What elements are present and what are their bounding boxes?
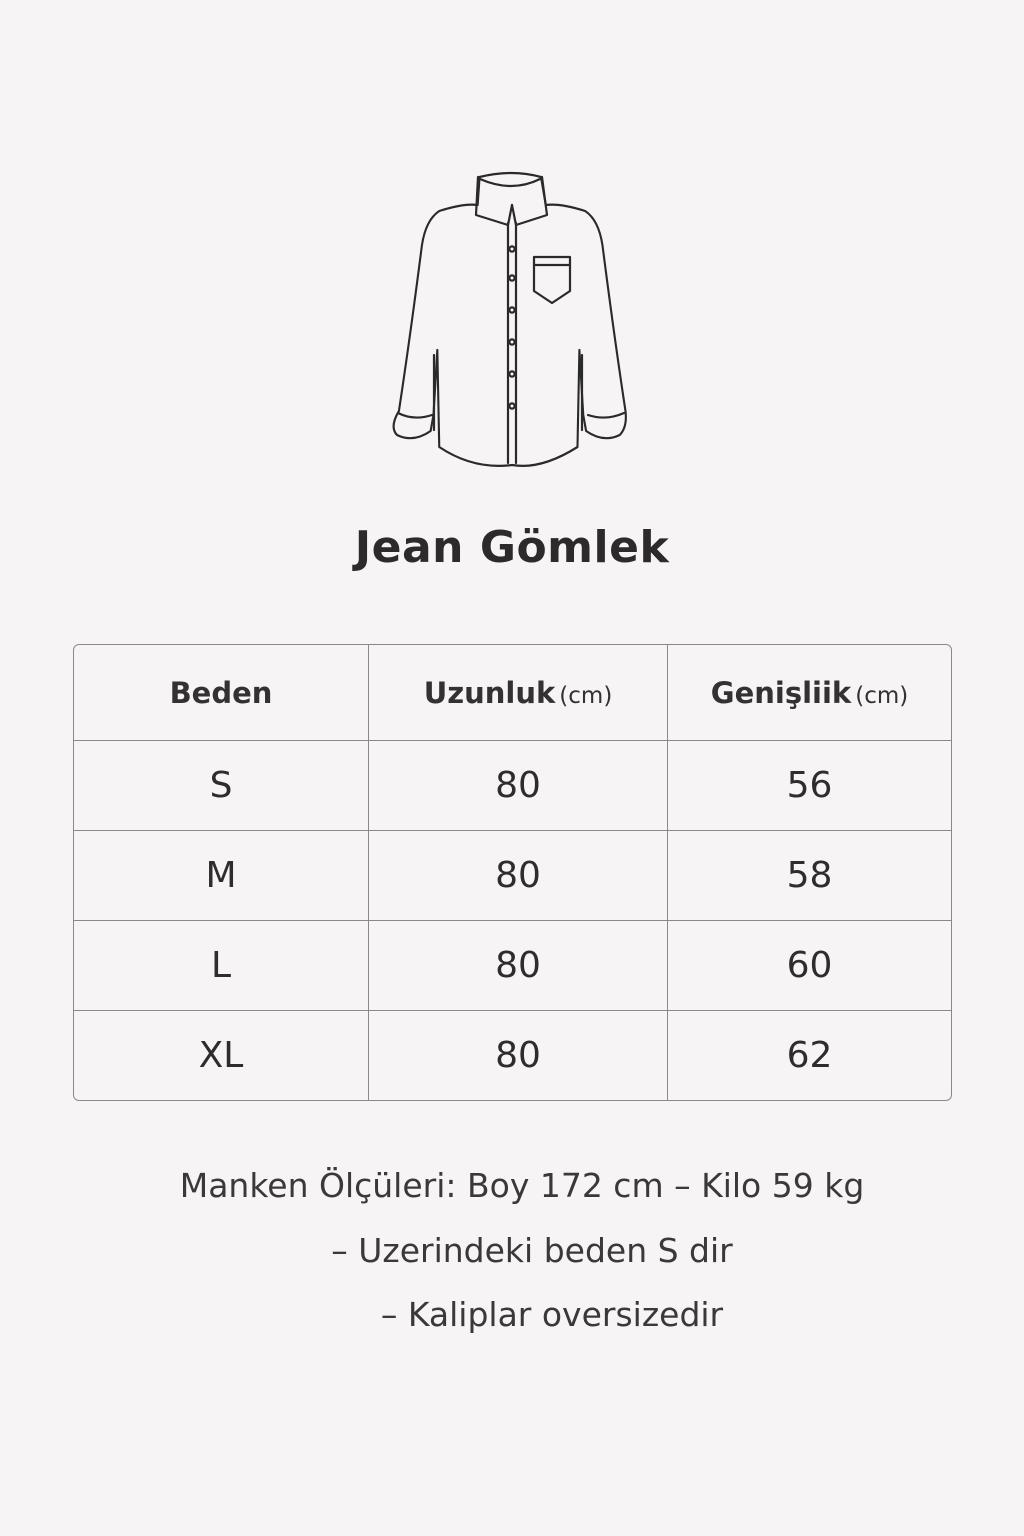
- cell-width: 60: [668, 921, 951, 1011]
- cell-length: 80: [369, 741, 668, 831]
- cell-size: M: [74, 831, 369, 921]
- header-width-unit: (cm): [855, 682, 909, 709]
- table-row: [74, 741, 951, 831]
- header-length: [369, 645, 668, 741]
- header-length-unit: (cm): [559, 682, 613, 709]
- page-title: Jean Gömlek: [354, 522, 670, 573]
- cell-length: 80: [369, 1011, 668, 1100]
- cell-length: 80: [369, 921, 668, 1011]
- header-size: [74, 645, 369, 741]
- cell-width: 56: [668, 741, 951, 831]
- table-header-row: [74, 645, 951, 741]
- shirt-illustration: [392, 165, 632, 470]
- table-row: [74, 1011, 951, 1100]
- cell-size: XL: [74, 1011, 369, 1100]
- table-row: [74, 921, 951, 1011]
- cell-size: S: [74, 741, 369, 831]
- header-width-label: Genişliik: [710, 675, 852, 710]
- header-length-label: Uzunluk: [423, 675, 556, 710]
- header-width: [668, 645, 951, 741]
- cell-width: 62: [786, 1035, 833, 1076]
- worn-size-note: – Uzerindeki beden S dir: [331, 1231, 733, 1270]
- cell-width: 58: [668, 831, 951, 921]
- model-measurements-note: Manken Ölçüleri: Boy 172 cm – Kilo 59 kg: [179, 1166, 865, 1205]
- size-chart-table: [73, 644, 952, 1101]
- cell-size: L: [74, 921, 369, 1011]
- header-size-label: Beden: [169, 675, 273, 710]
- shirt-icon: [392, 165, 632, 470]
- cell-length: 80: [369, 831, 668, 921]
- fit-note: – Kaliplar oversizedir: [380, 1295, 724, 1334]
- table-row: [74, 831, 951, 921]
